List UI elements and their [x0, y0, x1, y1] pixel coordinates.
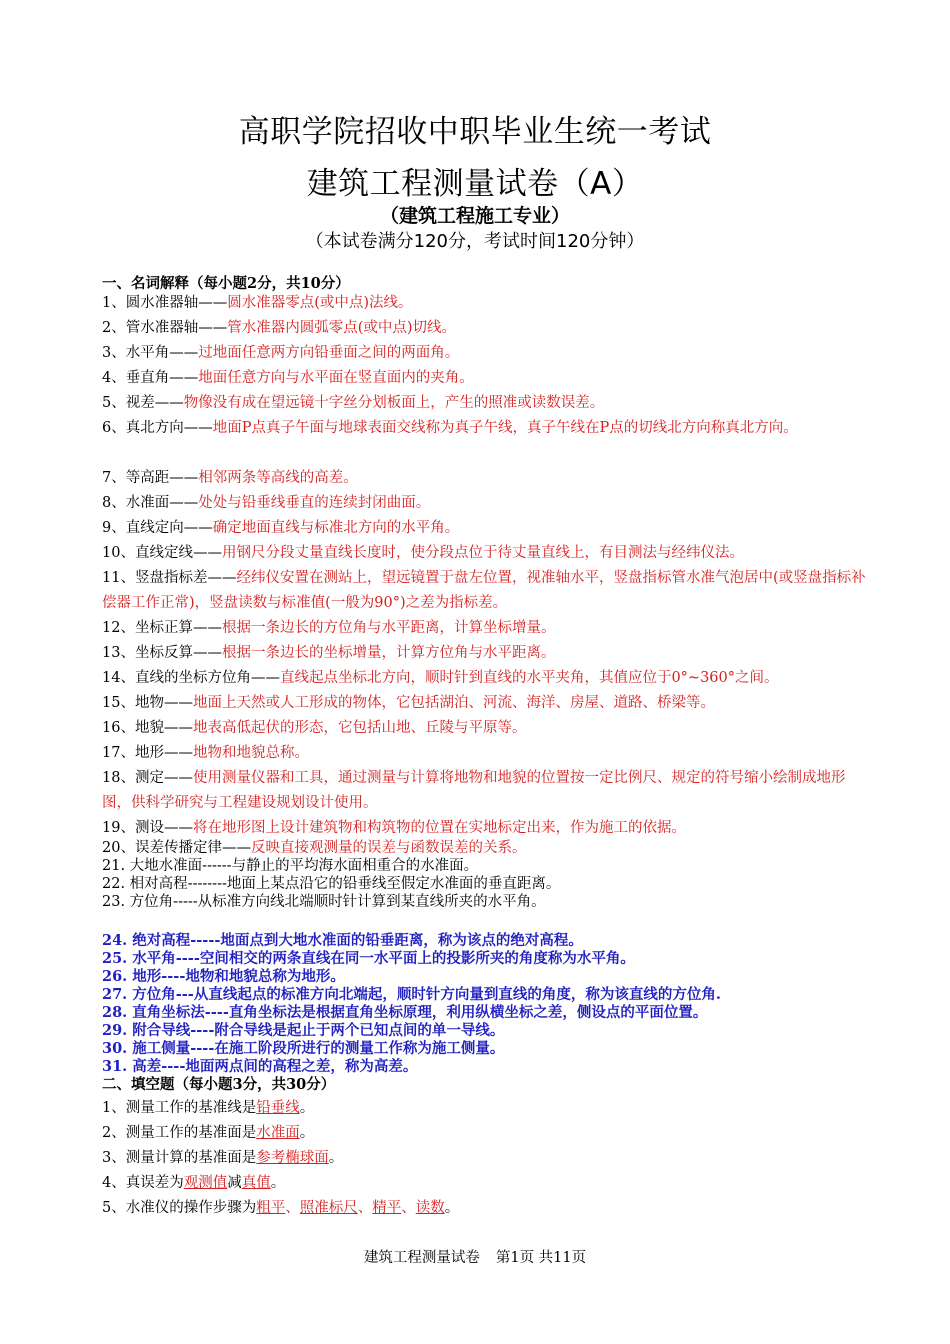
list-item: 24. 绝对高程-----地面点到大地水准面的铅垂距离，称为该点的绝对高程。 [102, 932, 583, 949]
list-item: 25. 水平角----空间相交的两条直线在同一水平面上的投影所夹的角度称为水平角。 [102, 950, 635, 967]
list-item: 3、水平角——过地面任意两方向铅垂面之间的两面角。 [102, 345, 460, 361]
exam-title: 高职学院招收中职毕业生统一考试 [238, 114, 712, 150]
list-item: 1、圆水准器轴——圆水准器零点(或中点)法线。 [102, 295, 413, 311]
answer-text: 铅垂线 [256, 1100, 300, 1116]
fill-question: 3、测量计算的基准面是参考椭球面。 [102, 1150, 344, 1166]
list-item: 5、视差——物像没有成在望远镜十字丝分划板面上，产生的照准或读数误差。 [102, 395, 605, 411]
answer-text: 参考椭球面 [256, 1150, 329, 1166]
page-number: 第1页 共11页 [495, 1250, 587, 1266]
list-item: 22. 相对高程--------地面上某点沿它的铅垂线至假定水准面的垂直距离。 [102, 876, 561, 892]
list-item: 13、坐标反算——根据一条边长的坐标增量，计算方位角与水平距离。 [102, 645, 556, 661]
answer-text: 照准标尺 [299, 1200, 358, 1216]
answer-text: 观测值 [183, 1175, 228, 1191]
list-item: 28. 直角坐标法----直角坐标法是根据直角坐标原理，利用纵横坐标之差，侧设点的平面位置。 [102, 1004, 708, 1021]
list-item: 11、竖盘指标差——经纬仪安置在测站上，望远镜置于盘左位置，视准轴水平，竖盘指标管水准气泡居中(或竖盘指标补偿器工作正常)，竖盘读数与标准值(一般为90°)之差为指标差。 [102, 570, 866, 611]
section1-heading: 一、名词解释（每小题2分，共10分） [102, 275, 350, 292]
list-item: 19、测设——将在地形图上设计建筑物和构筑物的位置在实地标定出来，作为施工的依据。 [102, 820, 686, 836]
fill-question: 2、测量工作的基准面是水准面。 [102, 1125, 315, 1141]
list-item: 8、水准面——处处与铅垂线垂直的连续封闭曲面。 [102, 495, 431, 511]
answer-text: 水准面 [256, 1125, 300, 1141]
list-item: 30. 施工侧量----在施工阶段所进行的测量工作称为施工侧量。 [102, 1040, 505, 1057]
list-item: 20、误差传播定律——反映直接观测量的误差与函数误差的关系。 [102, 840, 527, 856]
list-item: 26. 地形----地物和地貌总称为地形。 [102, 968, 345, 985]
list-item: 18、测定——使用测量仪器和工具，通过测量与计算将地物和地貌的位置按一定比例尺、规定的符号缩小绘制成地形图，供科学研究与工程建设规划设计使用。 [102, 770, 846, 811]
answer-text: 精平 [372, 1200, 402, 1216]
page-footer [0, 1246, 950, 1267]
list-item: 31. 高差----地面两点间的高程之差，称为高差。 [102, 1058, 418, 1075]
footer-title: 建筑工程测量试卷 [363, 1250, 480, 1266]
section2-heading: 二、填空题（每小题3分，共30分） [102, 1076, 336, 1093]
list-item: 17、地形——地物和地貌总称。 [102, 745, 309, 761]
list-item: 15、地物——地面上天然或人工形成的物体，它包括湖泊、河流、海洋、房屋、道路、桥梁等。 [102, 695, 715, 711]
list-item: 4、垂直角——地面任意方向与水平面在竖直面内的夹角。 [102, 370, 474, 386]
exam-major: （建筑工程施工专业） [379, 205, 570, 227]
fill-question: 4、真误差为观测值减真值。 [102, 1175, 286, 1191]
list-item: 29. 附合导线----附合导线是起止于两个已知点间的单一导线。 [102, 1022, 505, 1039]
list-item: 2、管水准器轴——管水准器内圆弧零点(或中点)切线。 [102, 320, 457, 336]
fill-question: 1、测量工作的基准线是铅垂线。 [102, 1100, 315, 1116]
answer-text: 真值 [241, 1175, 271, 1191]
list-item: 27. 方位角---从直线起点的标准方向北端起，顺时针方向量到直线的角度，称为该直线的方位角. [102, 986, 721, 1003]
answer-text: 粗平 [256, 1200, 286, 1216]
fill-question: 5、水准仪的操作步骤为粗平、照准标尺、精平、读数。 [102, 1200, 460, 1216]
list-item: 14、直线的坐标方位角——直线起点坐标北方向，顺时针到直线的水平夹角，其值应位于0°~360°之间。 [102, 670, 779, 686]
list-item: 10、直线定线——用钢尺分段丈量直线长度时，使分段点位于待丈量直线上，有目测法与经纬仪法。 [102, 545, 744, 561]
exam-info: （本试卷满分120分，考试时间120分钟） [305, 231, 645, 252]
answer-text: 读数 [415, 1200, 445, 1216]
list-item: 21. 大地水准面------与静止的平均海水面相重合的水准面。 [102, 858, 479, 874]
exam-subtitle: 建筑工程测量试卷（A） [306, 166, 644, 202]
list-item: 7、等高距——相邻两条等高线的高差。 [102, 470, 358, 486]
list-item: 6、真北方向——地面P点真子午面与地球表面交线称为真子午线，真子午线在P点的切线北方向称真北方向。 [102, 420, 798, 436]
list-item: 23. 方位角-----从标准方向线北端顺时针计算到某直线所夹的水平角。 [102, 894, 546, 910]
list-item: 12、坐标正算——根据一条边长的方位角与水平距离，计算坐标增量。 [102, 620, 556, 636]
list-item: 9、直线定向——确定地面直线与标准北方向的水平角。 [102, 520, 460, 536]
list-item: 16、地貌——地表高低起伏的形态，它包括山地、丘陵与平原等。 [102, 720, 527, 736]
